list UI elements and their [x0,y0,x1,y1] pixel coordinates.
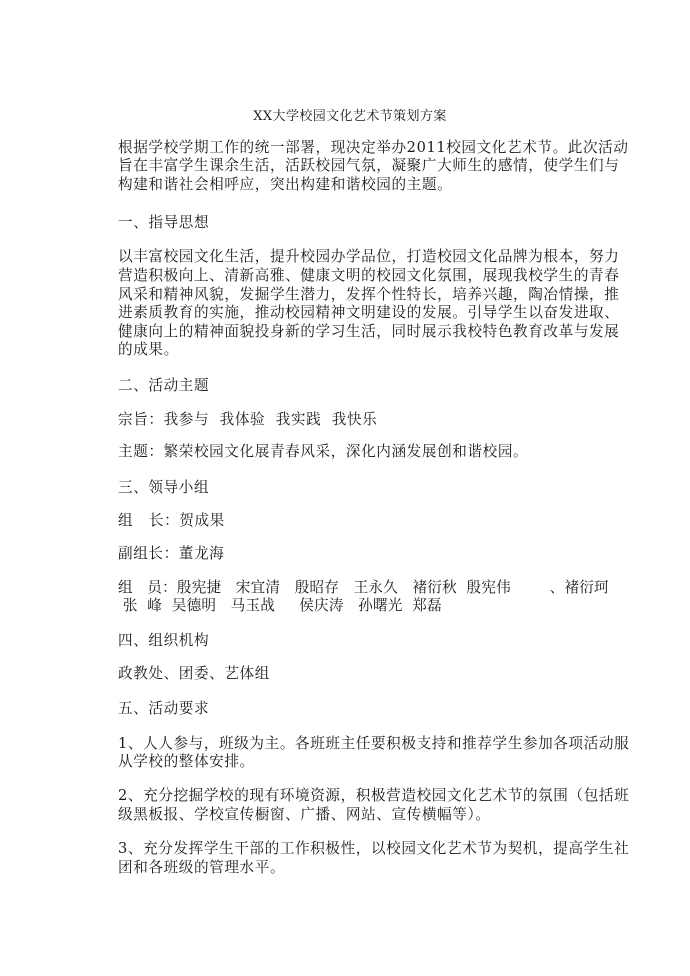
text-line: 从学校的整体安排。 [118,753,255,770]
text-line: 旨在丰富学生课余生活，活跃校园气氛，凝聚广大师生的感情，使学生们与 [118,157,620,174]
group-leader-line: 组 长：贺成果 [118,512,225,529]
text-line: 营造积极向上、清新高雅、健康文明的校园文化氛围，展现我校学生的青春 [118,267,620,284]
section-heading: 一、指导思想 [118,214,210,231]
section-heading: 四、组织机构 [118,632,210,649]
text-line: 构建和谐社会相呼应，突出构建和谐校园的主题。 [118,176,453,193]
text-line: 风采和精神风貌，发掘学生潜力，发挥个性特长，培养兴趣，陶冶情操，推 [118,286,620,303]
purpose-line: 宗旨：我参与 我体验 我实践 我快乐 [118,411,378,428]
text-line: 级黑板报、学校宣传橱窗、广播、网站、宣传横幅等）。 [118,806,491,823]
section-heading: 二、活动主题 [118,377,210,394]
text-line: 3、充分发挥学生干部的工作积极性，以校园文化艺术节为契机，提高学生社 [118,840,630,857]
text-line: 1、人人参与，班级为主。各班班主任要积极支持和推荐学生参加各项活动服 [118,735,630,752]
text-line: 健康向上的精神面貌投身新的学习生活，同时展示我校特色教育改革与发展 [118,323,620,340]
text-line: 团和各班级的管理水平。 [118,859,286,876]
text-line: 2、充分挖掘学校的现有环境资源，积极营造校园文化艺术节的氛围（包括班 [118,787,630,804]
text-line: 进素质教育的实施，推动校园精神文明建设的发展。引导学生以奋发进取、 [118,304,620,321]
text-line: 政教处、团委、艺体组 [118,665,270,682]
section-heading: 三、领导小组 [118,479,210,496]
text-line: 根据学校学期工作的统一部署，现决定举办2011校园文化艺术节。此次活动 [118,139,629,156]
deputy-leader-line: 副组长：董龙海 [118,545,225,562]
theme-line: 主题：繁荣校园文化展青春风采，深化内涵发展创和谐校园。 [118,443,529,460]
members-line: 组 员：殷宪捷 宋宜清 殷昭存 王永久 褚衍秋 殷宪伟 、褚衍珂 [118,579,609,596]
section-heading: 五、活动要求 [118,700,210,717]
members-line: 张 峰 吴德明 马玉战 侯庆涛 孙曙光 郑磊 [118,597,442,614]
text-line: 的成果。 [118,341,179,358]
text-line: 以丰富校园文化生活，提升校园办学品位，打造校园文化品牌为根本，努力 [118,248,620,265]
document-title: XX大学校园文化艺术节策划方案 [253,109,447,124]
